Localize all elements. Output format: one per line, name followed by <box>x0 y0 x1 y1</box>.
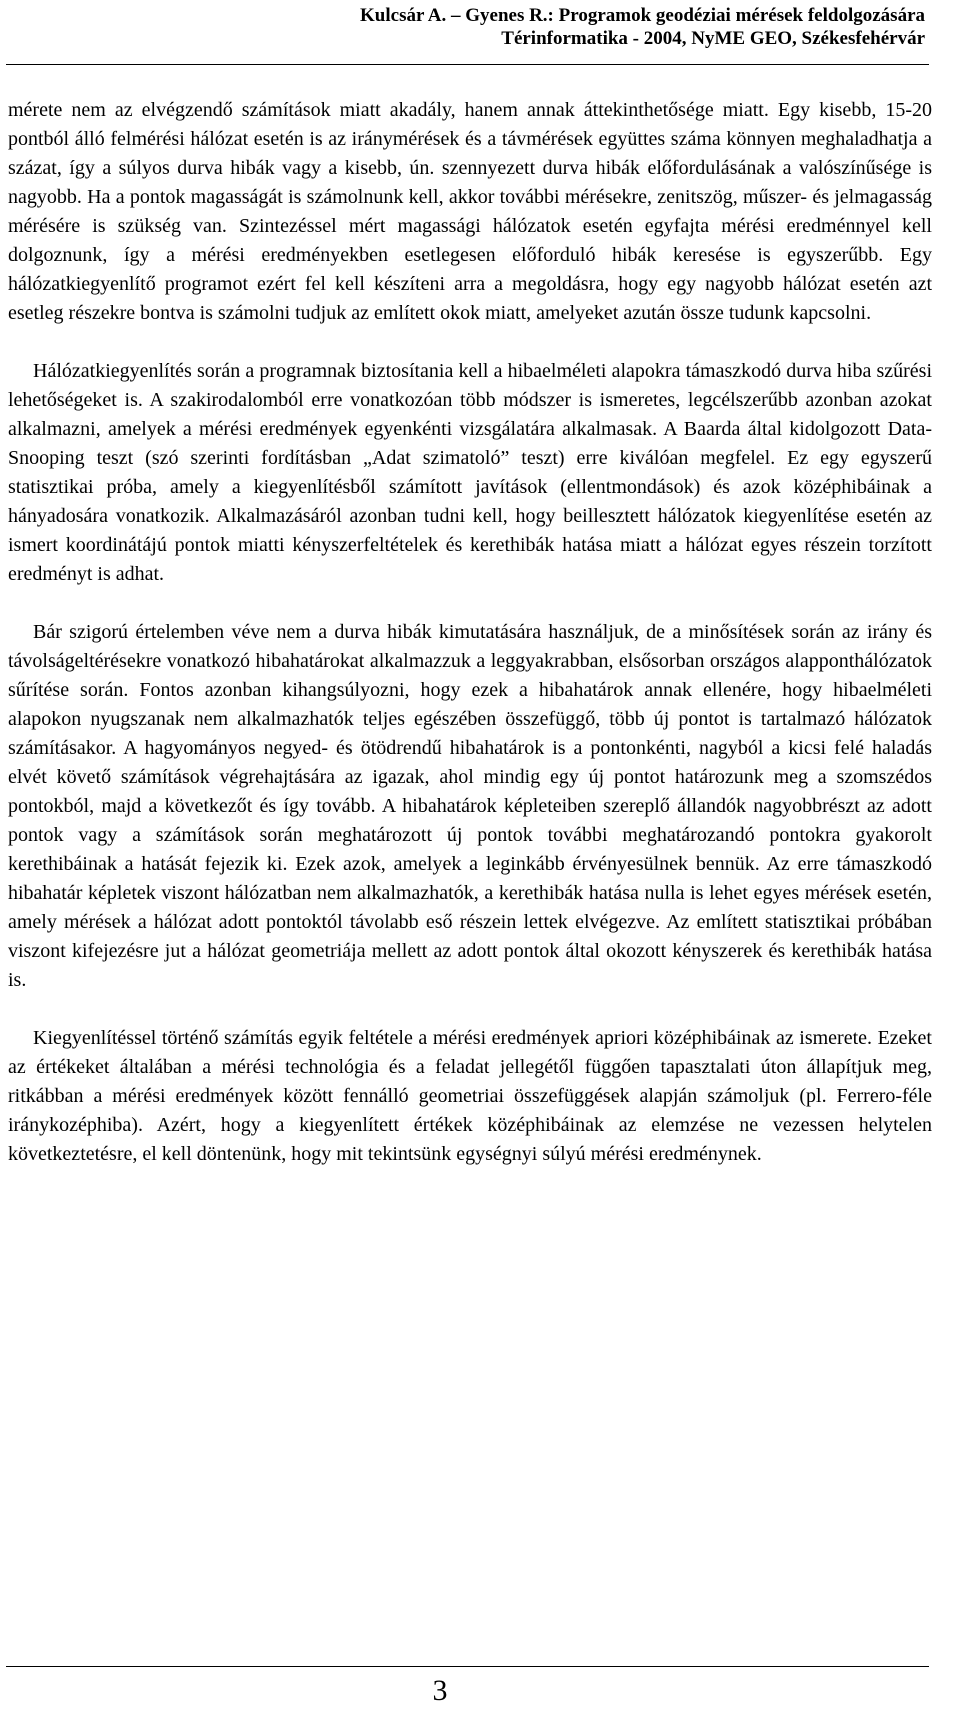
header-authors-title: Kulcsár A. – Gyenes R.: Programok geodéziai mérések feldolgozására <box>360 5 925 26</box>
paragraph-4: Kiegyenlítéssel történő számítás egyik feltétele a mérési eredmények apriori középhibáinak az ismerete. Ezeket az értékeket általában a mérési technológia és a feladat jellegétől függően tapasztalati úton állapítjuk meg, ritkábban a mérési eredmények között fennálló geometriai összefüggések alapján számoljuk (pl. Ferrero-féle iránykozéphiba). Azért, hogy a kiegyenlített értékek középhibáinak az elemzése ne vezessen helytelen következtetésre, el kell döntenünk, hogy mit tekintsünk egységnyi súlyú mérési eredménynek. <box>8 1027 932 1165</box>
paragraph-1: mérete nem az elvégzendő számítások miatt akadály, hanem annak áttekinthetősége miatt. Egy kisebb, 15-20 pontból álló felmérési hálózat esetén is az iránymérések és a távmérések együttes száma könnyen meghaladhatja a százat, így a súlyos durva hibák vagy a kisebb, ún. szennyezett durva hibák előfordulásának a valószínűsége is nagyobb. Ha a pontok magasságát is számolnunk kell, akkor további mérésekre, zenitszög, műszer- és jelmagasság mérésére is szükség van. Szintezéssel mért magassági hálózatok esetén egyfajta mérési eredménnyel kell dolgoznunk, így a mérési eredményekben esetlegesen előforduló hibák keresése is egyszerűbb. Egy hálózatkiegyenlítő programot ezért fel kell készíteni arra a megoldásra, hogy egy nagyobb hálózat esetén azt esetleg részekre bontva is számolni tudjuk az említett okok miatt, amelyeket azután össze tudunk kapcsolni. <box>8 99 932 324</box>
header-divider <box>6 64 929 65</box>
page-number: 3 <box>432 1674 448 1707</box>
footer-divider <box>6 1666 929 1667</box>
header-conference: Térinformatika - 2004, NyME GEO, Székesfehérvár <box>501 28 925 49</box>
body-text <box>8 96 932 1169</box>
paragraph-2: Hálózatkiegyenlítés során a programnak biztosítania kell a hibaelméleti alapokra támaszkodó durva hiba szűrési lehetőségeket is. A szakirodalomból erre vonatkozóan több módszer is ismeretes, legcélszerűbb azonban azokat alkalmazni, amelyek a mérési eredmények egyenkénti vizsgálatára alkalmasak. A Baarda által kidolgozott Data-Snooping teszt (szó szerinti fordításban „Adat szimatoló” teszt) erre kiválóan megfelel. Ez egy egyszerű statisztikai próba, amely a kiegyenlítésből számított javítások (ellentmondások) és azok középhibáinak a hányadosára vonatkozik. Alkalmazásáról azonban tudni kell, hogy beillesztett hálózatok kiegyenlítése esetén az ismert koordinátájú pontok miatti kényszerfeltételek és kerethibák hatása miatt a hálózat egyes részein torzított eredményt is adhat. <box>8 360 932 585</box>
paragraph-3: Bár szigorú értelemben véve nem a durva hibák kimutatására használjuk, de a minősítések során az irány és távolságeltérésekre vonatkozó hibahatárokat alkalmazzuk a leggyakrabban, elsősorban országos alapponthálózatok sűrítése során. Fontos azonban kihangsúlyozni, hogy ezek a hibahatárok annak ellenére, hogy hibaelméleti alapokon nyugszanak nem alkalmazhatók teljes egészében összefüggő, több új pontot is tartalmazó hálózatok számításakor. A hagyományos negyed- és ötödrendű hibahatárok is a pontonkénti, nagyból a kicsi felé haladás elvét követő számítások végrehajtására az igazak, ahol mindig egy új pontot határozunk meg a szomszédos pontokból, majd a következőt és így tovább. A hibahatárok képleteiben szereplő állandók nagyobbrészt az adott pontok vagy a számítások során meghatározott új pontok további meghatározandó pontokra gyakorolt kerethibáinak a hatását fejezik ki. Ezek azok, amelyek a leginkább érvényesülnek bennük. Az erre támaszkodó hibahatár képletek viszont hálózatban nem alkalmazhatók, a kerethibák hatása nulla is lehet egyes mérések esetén, amely mérések a hálózat adott pontoktól távolabb eső részein lettek elvégezve. Az említett statisztikai próbában viszont kifejezésre jut a hálózat geometriája mellett az adott pontok által okozott kényszerek és kerethibák hatása is. <box>8 621 932 991</box>
page-header <box>360 4 925 50</box>
